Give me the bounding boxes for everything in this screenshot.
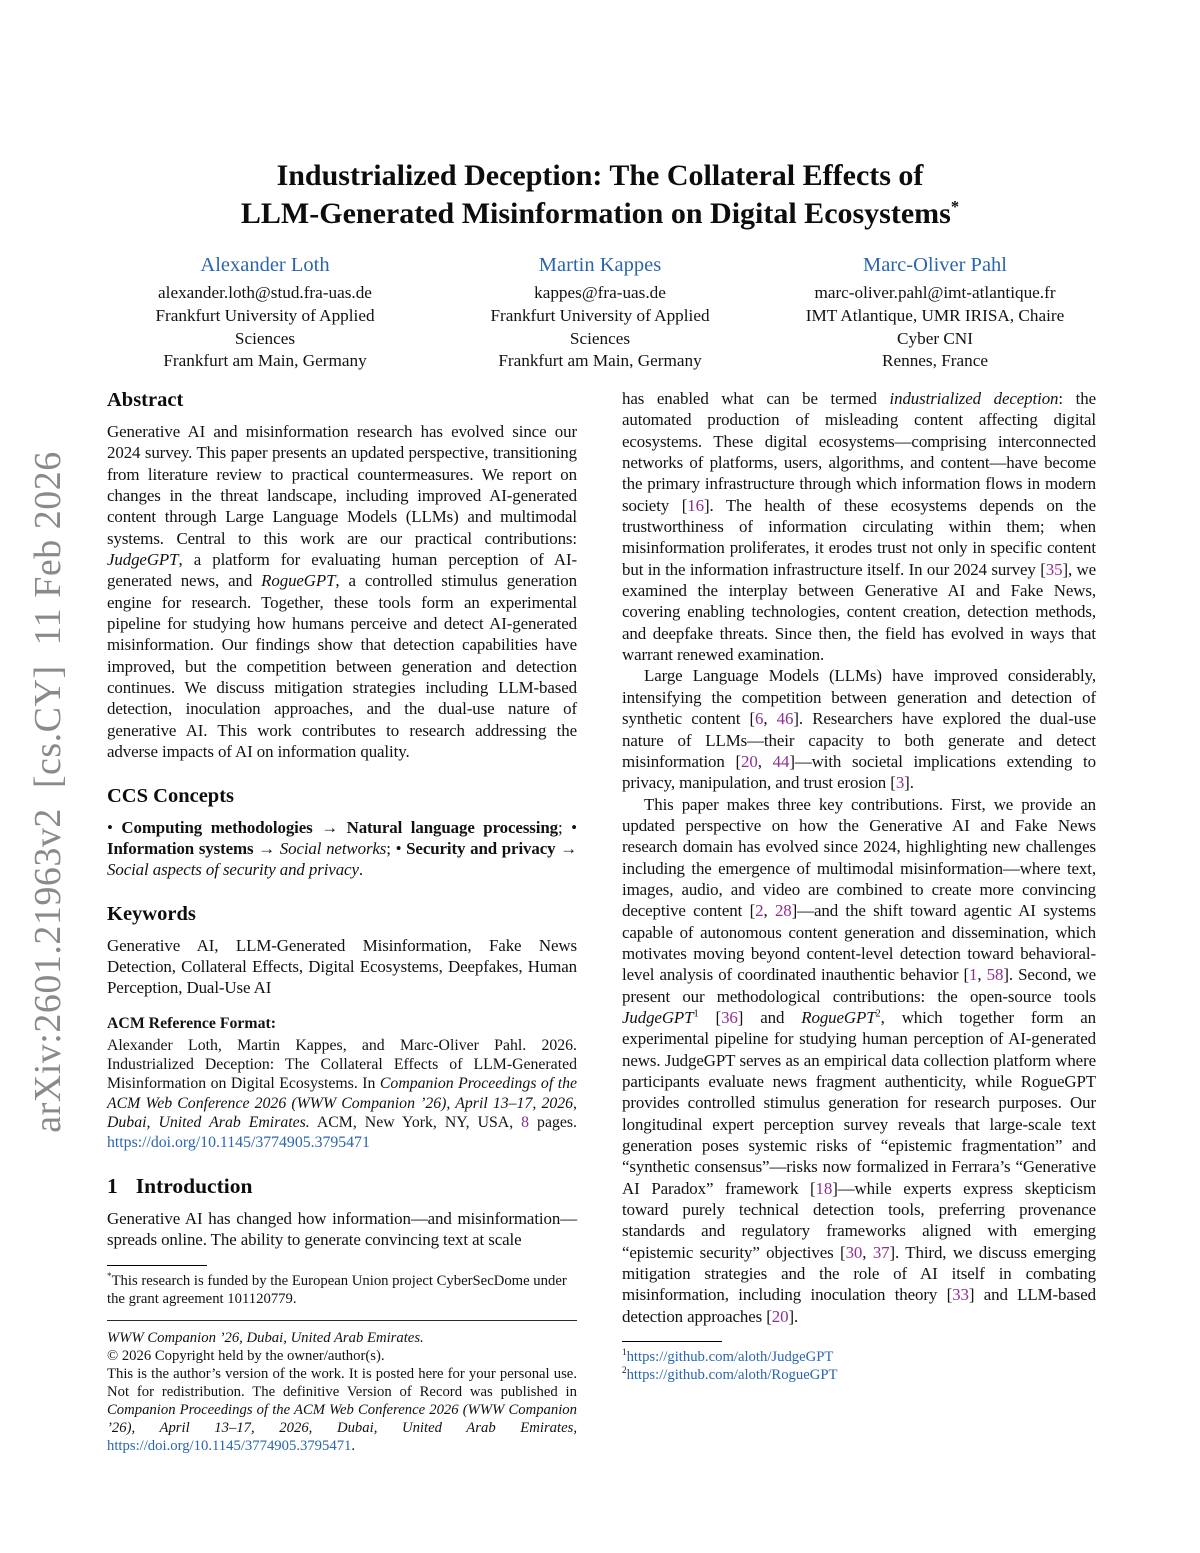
author-affiliation-line: Cyber CNI	[897, 328, 973, 348]
author-affiliation-line: IMT Atlantique, UMR IRISA, Chaire	[805, 305, 1065, 325]
footnote-1-marker: 1	[622, 1347, 627, 1358]
keywords-heading: Keywords	[107, 902, 196, 925]
copyright-line: © 2026 Copyright held by the owner/author(s).	[107, 1347, 385, 1364]
copyright-divider	[107, 1320, 577, 1321]
author-affiliation-line: Sciences	[234, 328, 296, 348]
footnote-rule	[107, 1265, 207, 1266]
author-location: Frankfurt am Main, Germany	[498, 351, 702, 371]
section-number: 1	[107, 1174, 118, 1198]
title-footnote-asterisk: *	[950, 197, 960, 216]
footnote-2	[622, 1366, 1096, 1384]
author-affiliation-line: Sciences	[569, 328, 631, 348]
roguegpt-repo-link[interactable]: https://github.com/aloth/RogueGPT	[626, 1367, 838, 1384]
introduction-text: Generative AI has changed how information—and misinformation—spreads online. The ability to generate convincing text at scale	[107, 1209, 577, 1250]
author-affiliation-line: Frankfurt University of Applied	[155, 305, 375, 325]
author-email: marc-oliver.pahl@imt-atlantique.fr	[814, 283, 1056, 302]
section-title: Introduction	[135, 1174, 253, 1198]
title-line-2: LLM-Generated Misinformation on Digital Ecosystems	[240, 197, 951, 230]
author-email: kappes@fra-uas.de	[534, 283, 666, 302]
abstract-heading: Abstract	[107, 389, 184, 411]
author-email: alexander.loth@stud.fra-uas.de	[158, 283, 372, 302]
author-name[interactable]: Martin Kappes	[538, 254, 662, 276]
author-block	[100, 252, 1100, 373]
intro-paragraph-continued: has enabled what can be termed industrialized deception: the automated production of misleading content affecting digital ecosystems. These digital ecosystems—comprising interconnected networks of platforms, users, algorithms, and content—have become the primary infrastructure through which information flows in modern society [16]. The health of these ecosystems depends on the trustworthiness of information circulating within them; when misinformation proliferates, it erodes trust not only in specific content but in the information infrastructure itself. In our 2024 survey [35], we examined the interplay between Generative AI and Fake News, covering enabling technologies, content creation, detection methods, and deepfake threats. Since then, the field has evolved in ways that warrant renewed examination.	[622, 389, 1097, 665]
author-location: Frankfurt am Main, Germany	[163, 351, 367, 371]
footnote-1	[622, 1348, 1096, 1366]
author-name[interactable]: Alexander Loth	[200, 254, 330, 276]
judgegpt-repo-link[interactable]: https://github.com/aloth/JudgeGPT	[626, 1349, 834, 1366]
arxiv-watermark: arXiv:2601.21963v2 [cs.CY] 11 Feb 2026	[27, 451, 69, 1133]
llm-competition-paragraph: Large Language Models (LLMs) have improved considerably, intensifying the competition between generation and detection of synthetic content [6, 46]. Researchers have explored the dual-use nature of LLMs—their capacity to both generate and detect misinformation [20, 44]—with societal implications extending to privacy, manipulation, and trust erosion [3].	[622, 666, 1096, 793]
author-3	[770, 252, 1100, 373]
ccs-text: • Computing methodologies → Natural language processing; • Information systems → Social networks; • Security and privacy → Social aspects of security and privacy.	[107, 817, 577, 880]
keywords-text: Generative AI, LLM-Generated Misinformation, Fake News Detection, Collateral Effects, Digital Ecosystems, Deepfakes, Human Perception, Dual-Use AI	[107, 935, 577, 998]
section-1-heading	[107, 1174, 577, 1198]
acm-reference-heading: ACM Reference Format:	[107, 1014, 276, 1032]
right-column	[622, 388, 1096, 1384]
abstract-text: Generative AI and misinformation research has evolved since our 2024 survey. This paper presents an updated perspective, transitioning from literature review to practical countermeasures. We report on changes in the threat landscape, including improved AI-generated content through Large Language Models (LLMs) and multimodal systems. Central to this work are our practical contributions: JudgeGPT, a platform for evaluating human perception of AI-generated news, and RogueGPT, a controlled stimulus generation engine for research. Together, these tools form an experimental pipeline for studying how humans perceive and detect AI-generated misinformation. Our findings show that detection capabilities have improved, but the competition between generation and detection continues. We discuss mitigation strategies including LLM-based detection, inoculation approaches, and the dual-use nature of generative AI. This work contributes to research addressing the adverse impacts of AI on information quality.	[107, 422, 577, 762]
paper-title	[0, 157, 1200, 233]
acm-reference-text: Alexander Loth, Martin Kappes, and Marc-Oliver Pahl. 2026. Industrialized Deception: The Collateral Effects of LLM-Generated Misinformation on Digital Ecosystems. In Companion Proceedings of the ACM Web Conference 2026 (WWW Companion ’26), April 13–17, 2026, Dubai, United Arab Emirates. ACM, New York, NY, USA, 8 pages. https://doi.org/10.1145/3774905.3795471	[107, 1036, 577, 1151]
venue-line: WWW Companion ’26, Dubai, United Arab Emirates.	[107, 1329, 424, 1346]
ccs-heading: CCS Concepts	[107, 784, 234, 807]
author-2	[435, 252, 765, 373]
author-1	[100, 252, 430, 373]
author-location: Rennes, France	[882, 351, 988, 371]
permission-statement: This is the author’s version of the work. It is posted here for your personal use. Not for redistribution. The definitive Version of Record was published in Companion Proceedings of the ACM Web Conference 2026 (WWW Companion ’26), April 13–17, 2026, Dubai, United Arab Emirates, https://doi.org/10.1145/3774905.3795471.	[107, 1365, 577, 1454]
left-column	[107, 388, 577, 1455]
contributions-paragraph: This paper makes three key contributions. First, we provide an updated perspective on how the Generative AI and Fake News research domain has evolved since 2024, highlighting new challenges including the emergence of multimodal misinformation—where text, images, audio, and video are combined to create more convincing deceptive content [2, 28]—and the shift toward agentic AI systems capable of autonomous content generation and dissemination, which motivates moving beyond content-level detection toward behavioral-level analysis of coordinated inauthentic behavior [1, 58]. Second, we present our methodological contributions: the open-source tools JudgeGPT$^1$ [36] and RogueGPT$^2$, which together form an experimental pipeline for studying human perception of AI-generated news. JudgeGPT serves as an empirical data collection platform where participants evaluate news fragment authenticity, while RogueGPT provides controlled stimulus generation for research purposes. Our longitudinal expert perception survey reveals that large-scale text generation poses systemic risks of “epistemic fragmentation” and “synthetic consensus”—risks now formalized in Ferrara’s “Generative AI Paradox” framework [18]—while experts express skepticism toward purely technical detection tools, preferring provenance standards and regulatory frameworks aligned with emerging “epistemic security” objectives [30, 37]. Third, we discuss emerging mitigation strategies and the role of AI itself in combating misinformation, including inoculation theory [33] and LLM-based detection approaches [20].	[622, 794, 1097, 1326]
author-name[interactable]: Marc-Oliver Pahl	[862, 254, 1008, 276]
funding-footnote: *This research is funded by the European Union project CyberSecDome under the grant agreement 101120779.	[107, 1270, 567, 1307]
footnote-2-marker: 2	[622, 1365, 627, 1376]
footnote-rule	[622, 1341, 722, 1342]
title-line-1: Industrialized Deception: The Collateral Effects of	[276, 159, 924, 192]
author-affiliation-line: Frankfurt University of Applied	[490, 305, 710, 325]
